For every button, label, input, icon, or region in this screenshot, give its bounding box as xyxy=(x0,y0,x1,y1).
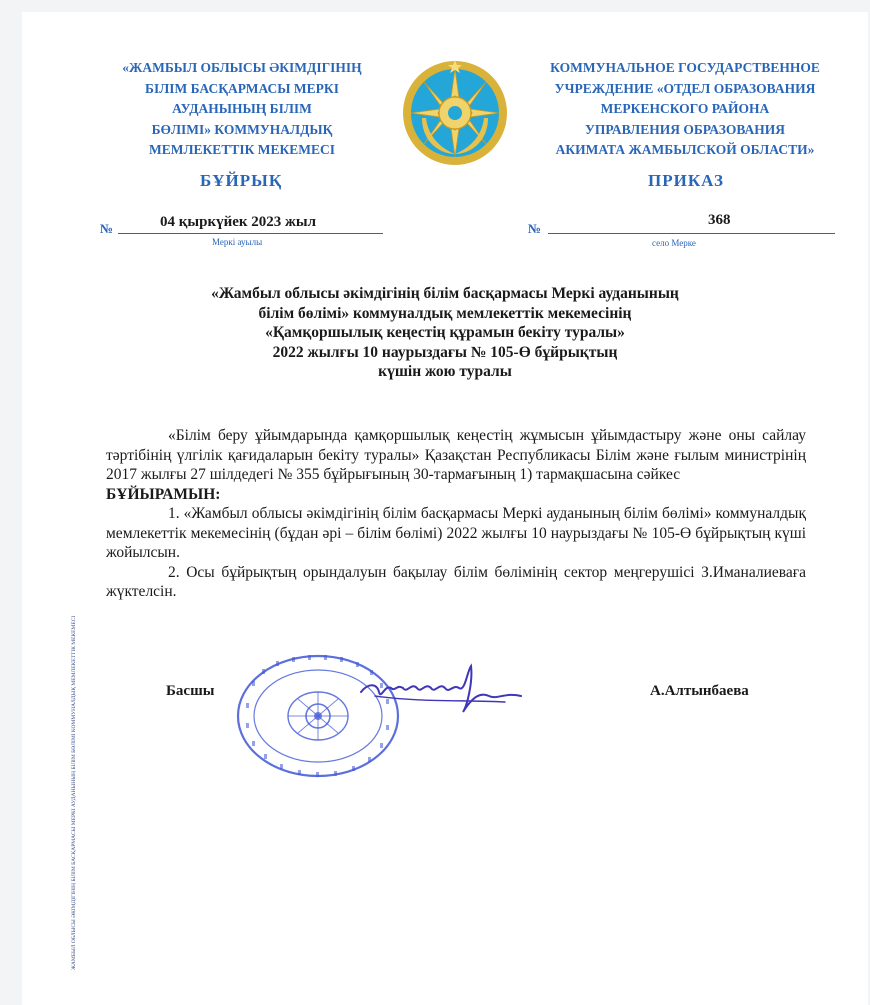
subject-line: «Қамқоршылық кеңестің құрамын бекіту туралы» xyxy=(265,324,625,341)
org-ru-line: УПРАВЛЕНИЯ ОБРАЗОВАНИЯ xyxy=(585,121,785,137)
doc-type-ru: ПРИКАЗ xyxy=(648,171,724,190)
subject-line: білім бөлімі» коммуналдық мемлекеттік мекемесінің xyxy=(258,304,632,322)
org-kz-line: БӨЛІМІ» КОММУНАЛДЫҚ xyxy=(151,121,333,137)
margin-security-strip xyxy=(70,330,106,970)
org-ru-line: МЕРКЕНСКОГО РАЙОНА xyxy=(600,101,770,116)
org-ru-line: УЧРЕЖДЕНИЕ «ОТДЕЛ ОБРАЗОВАНИЯ xyxy=(554,80,816,96)
header-org-kz xyxy=(92,58,392,161)
order-item-1: 1. «Жамбыл облысы әкімдігінің білім басқармасы Меркі ауданының білім бөлімі» коммуналдық мемлекеттік мекемесінің (бұдан әрі – білім бөлімі) 2022 жылғы 10 наурыздағы № 105-Ө бұйрықтың күші жойылсын. xyxy=(106,505,806,561)
org-ru-line: АКИМАТА ЖАМБЫЛСКОЙ ОБЛАСТИ» xyxy=(555,142,815,157)
date-line xyxy=(118,233,383,234)
doc-type-kz: БҰЙРЫҚ xyxy=(200,171,283,190)
place-kz: Меркі ауылы xyxy=(212,237,263,247)
command-word: БҰЙЫРАМЫН: xyxy=(106,485,221,503)
signatory-role: Басшы xyxy=(166,683,215,699)
state-emblem-icon xyxy=(400,58,510,168)
org-kz-line: БІЛІМ БАСҚАРМАСЫ МЕРКІ xyxy=(145,80,339,96)
org-kz-line: МЕМЛЕКЕТТІК МЕКЕМЕСІ xyxy=(148,142,336,157)
org-kz-line: АУДАНЫНЫҢ БІЛІМ xyxy=(172,101,312,116)
order-number: 368 xyxy=(708,212,731,228)
place-ru: село Мерке xyxy=(652,238,696,248)
order-item-2: 2. Осы бұйрықтың орындалуын бақылау білім бөлімінің сектор меңгерушісі З.Иманалиеваға жүктелсін. xyxy=(106,563,806,600)
org-kz-line: «ЖАМБЫЛ ОБЛЫСЫ ӘКІМДІГІНІҢ xyxy=(122,60,362,75)
org-ru-line: КОММУНАЛЬНОЕ ГОСУДАРСТВЕННОЕ xyxy=(550,60,820,75)
order-date: 04 қыркүйек 2023 жыл xyxy=(160,214,317,230)
handwritten-signature-icon xyxy=(355,662,525,716)
order-body xyxy=(106,426,806,602)
subject-line: күшін жою туралы xyxy=(378,363,512,380)
signatory-name: А.Алтынбаева xyxy=(650,683,749,699)
strip-text: ЖАМБЫЛ ОБЛЫСЫ ӘКІМДІГІНІҢ БІЛІМ БАСҚАРМАСЫ МЕРКІ АУДАНЫНЫҢ БІЛІМ БӨЛІМІ КОММУНАЛДЫҚ МЕМЛЕКЕТТІК МЕКЕМЕСІ xyxy=(71,615,77,970)
number-line xyxy=(548,233,835,234)
subject-line: 2022 жылғы 10 наурыздағы № 105-Ө бұйрықтың xyxy=(272,343,618,361)
header-org-ru xyxy=(520,58,850,161)
preamble: «Білім беру ұйымдарында қамқоршылық кеңестің жұмысын ұйымдастыру және оны сайлау тәртібінің үлгілік қағидаларын бекіту туралы» Қазақстан Республикасы Білім және ғылым министрінің 2017 жылғы 27 шілдедегі № 355 бұйрығының 30-тармағының 1) тармақшасына сәйкес xyxy=(106,427,806,483)
subject-line: «Жамбыл облысы әкімдігінің білім басқармасы Меркі ауданының xyxy=(211,285,679,302)
number-symbol-right: № xyxy=(528,221,542,236)
number-symbol-left: № xyxy=(100,221,114,236)
order-subject xyxy=(150,284,740,382)
